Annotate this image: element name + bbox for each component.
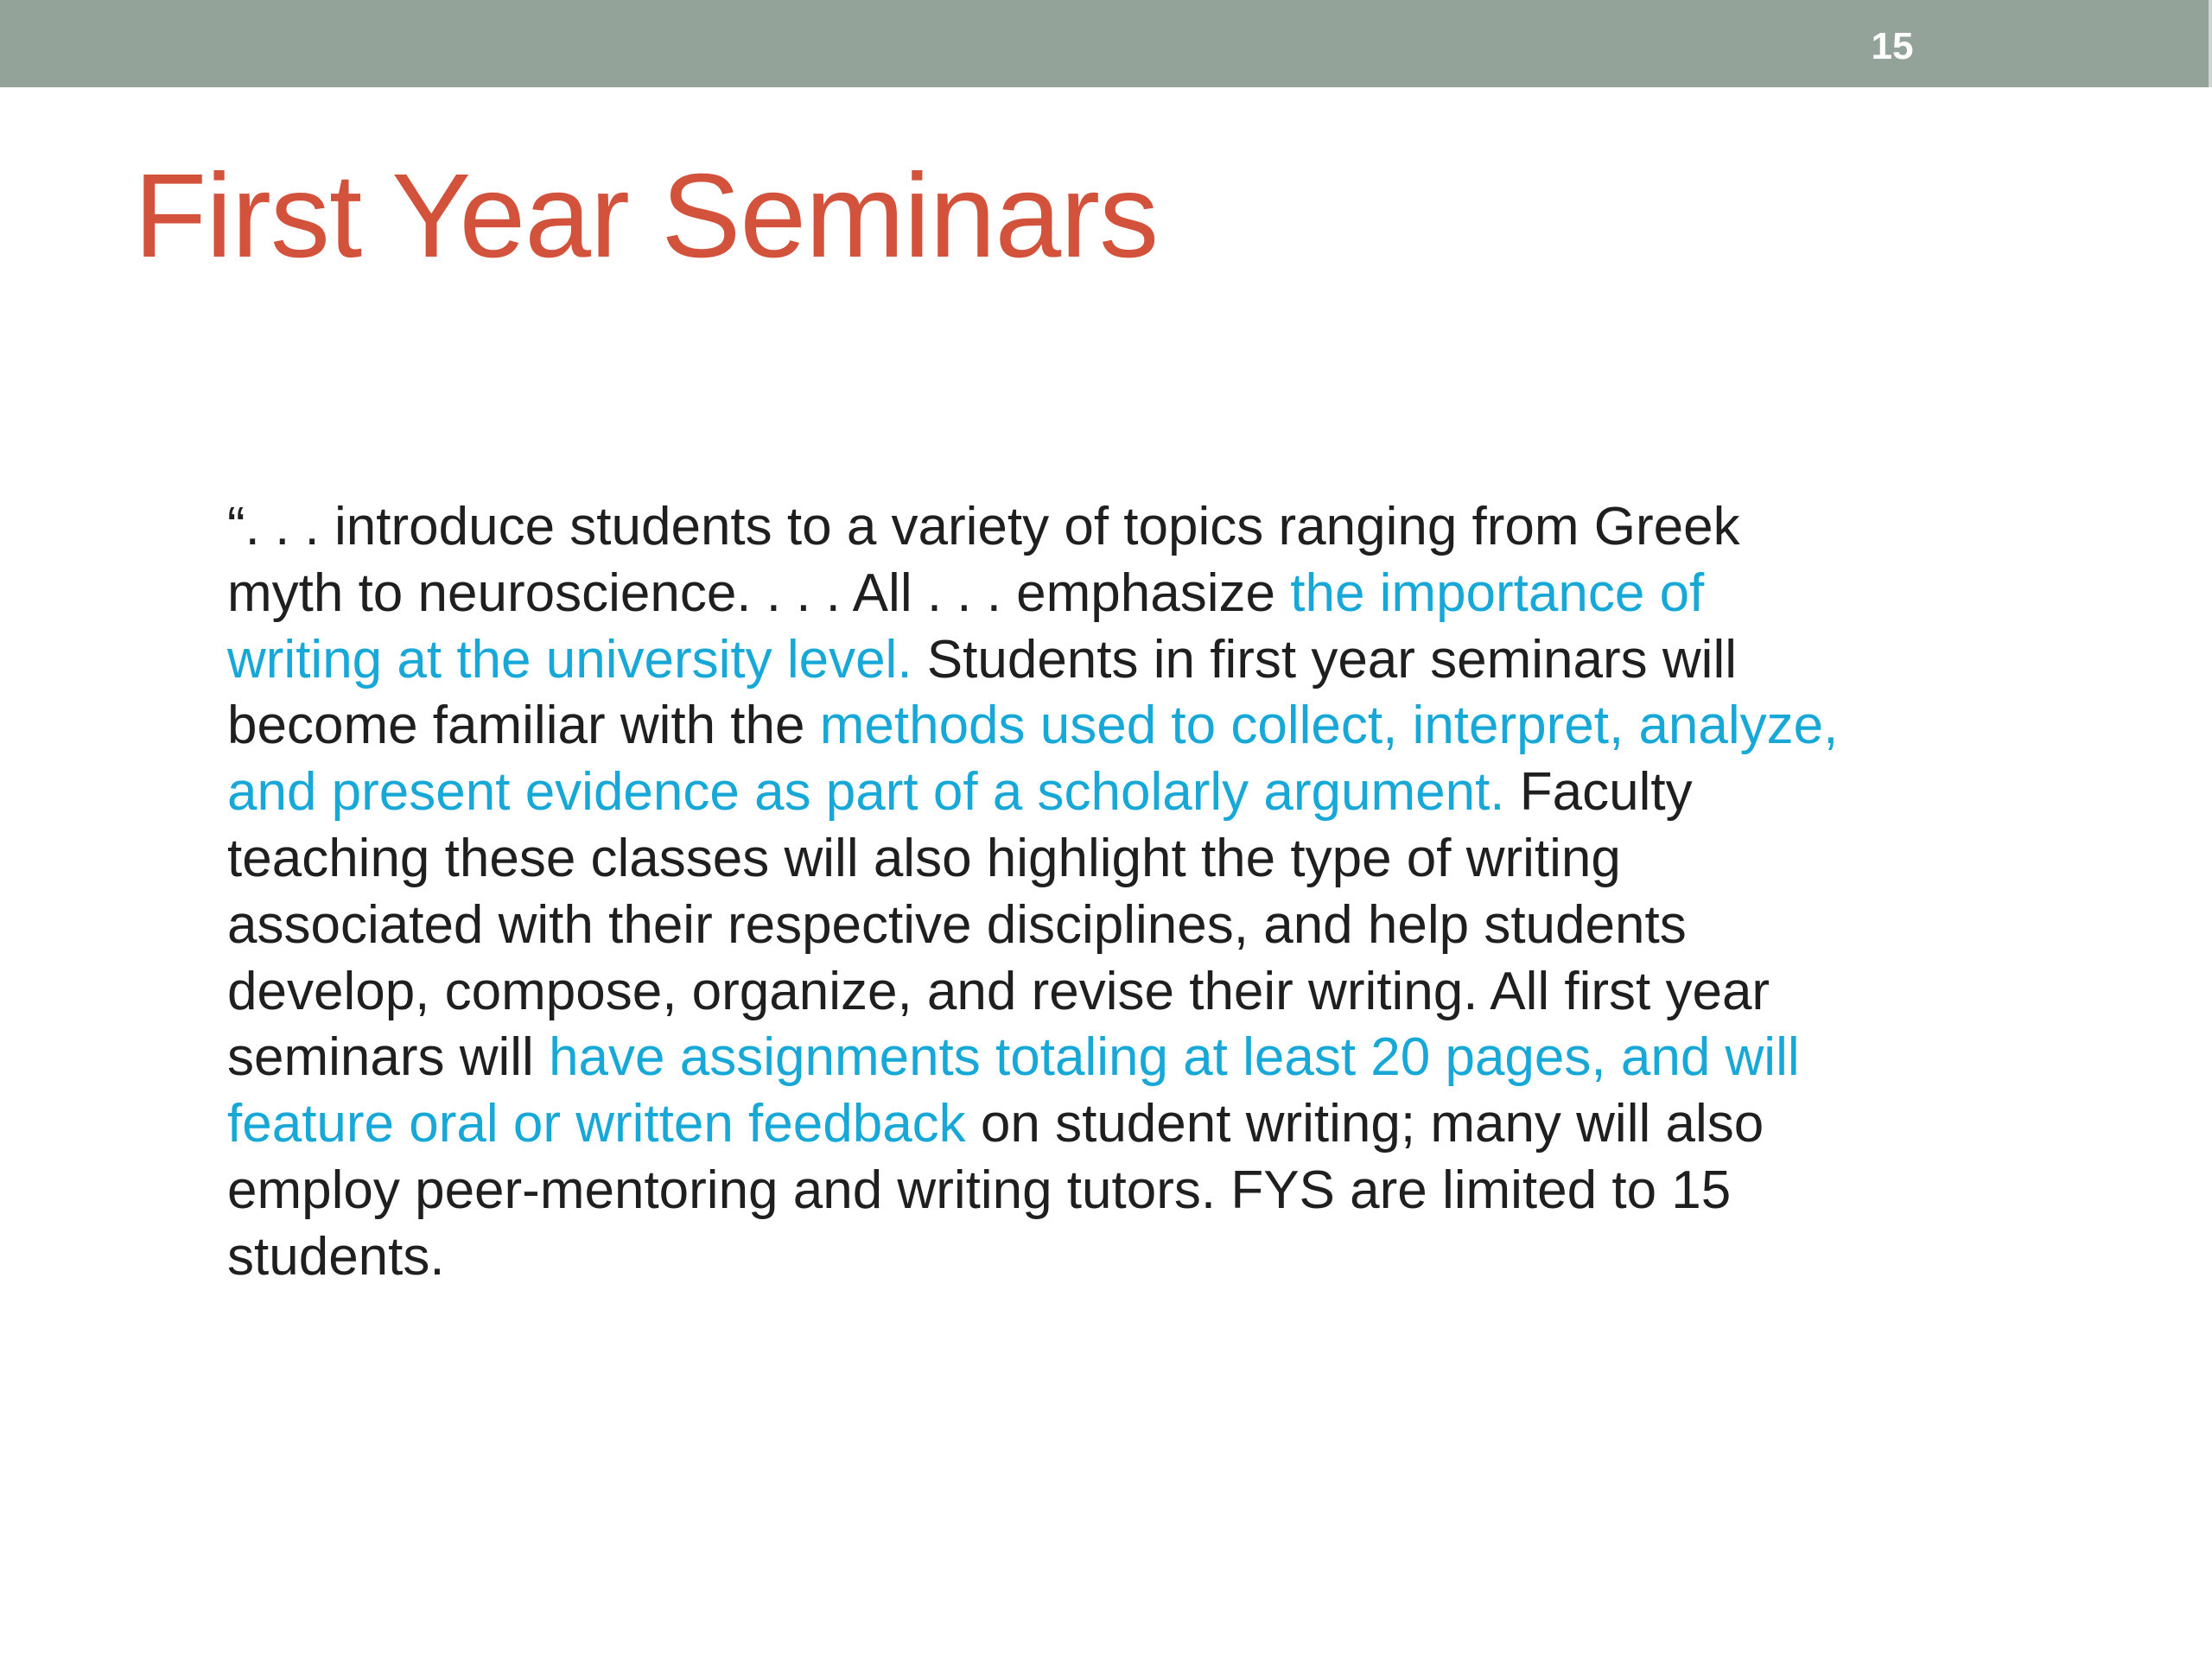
slide-number: 15 xyxy=(1871,25,1914,67)
quote-segment: on student writing; many will also xyxy=(965,1094,1764,1154)
quote-segment: myth to neuroscience. . . . All . . . emphasize xyxy=(227,563,1291,623)
quote-line xyxy=(227,627,1955,694)
quote-segment: associated with their respective disciplines, and help students xyxy=(227,894,1687,955)
quote-segment: become familiar with the xyxy=(227,696,820,756)
highlighted-phrase: the importance of xyxy=(1290,563,1705,623)
quote-line xyxy=(227,760,1955,826)
quote-line xyxy=(227,959,1955,1026)
highlighted-phrase: feature oral or written feedback xyxy=(227,1094,966,1154)
quote-text xyxy=(227,494,1955,1291)
top-bar xyxy=(0,0,2212,87)
quote-line xyxy=(227,561,1955,627)
highlighted-phrase: have assignments totaling at least 20 pages, and will xyxy=(549,1027,1800,1088)
highlighted-phrase: and present evidence as part of a scholarly argument. xyxy=(227,762,1505,823)
quote-line xyxy=(227,1025,1955,1091)
quote-line xyxy=(227,1091,1955,1158)
quote-line xyxy=(227,826,1955,893)
quote-line xyxy=(227,693,1955,760)
quote-segment: Students in first year seminars will xyxy=(912,629,1737,690)
quote-line xyxy=(227,893,1955,959)
quote-segment: develop, compose, organize, and revise their writing. All first year xyxy=(227,961,1770,1021)
quote-segment: “. . . introduce students to a variety of topics ranging from Greek xyxy=(227,497,1740,556)
slide-title: First Year Seminars xyxy=(134,149,1159,283)
quote-line xyxy=(227,1224,1955,1291)
quote-segment: students. xyxy=(227,1226,445,1287)
quote-segment: seminars will xyxy=(227,1027,550,1088)
quote-line xyxy=(227,1158,1955,1224)
quote-segment: Faculty xyxy=(1504,762,1693,823)
highlighted-phrase: methods used to collect, interpret, analyze, xyxy=(819,696,1839,756)
quote-line xyxy=(227,494,1955,561)
quote-segment: employ peer-mentoring and writing tutors. FYS are limited to 15 xyxy=(227,1160,1732,1220)
quote-segment: teaching these classes will also highlight the type of writing xyxy=(227,828,1621,888)
highlighted-phrase: writing at the university level. xyxy=(227,629,912,690)
